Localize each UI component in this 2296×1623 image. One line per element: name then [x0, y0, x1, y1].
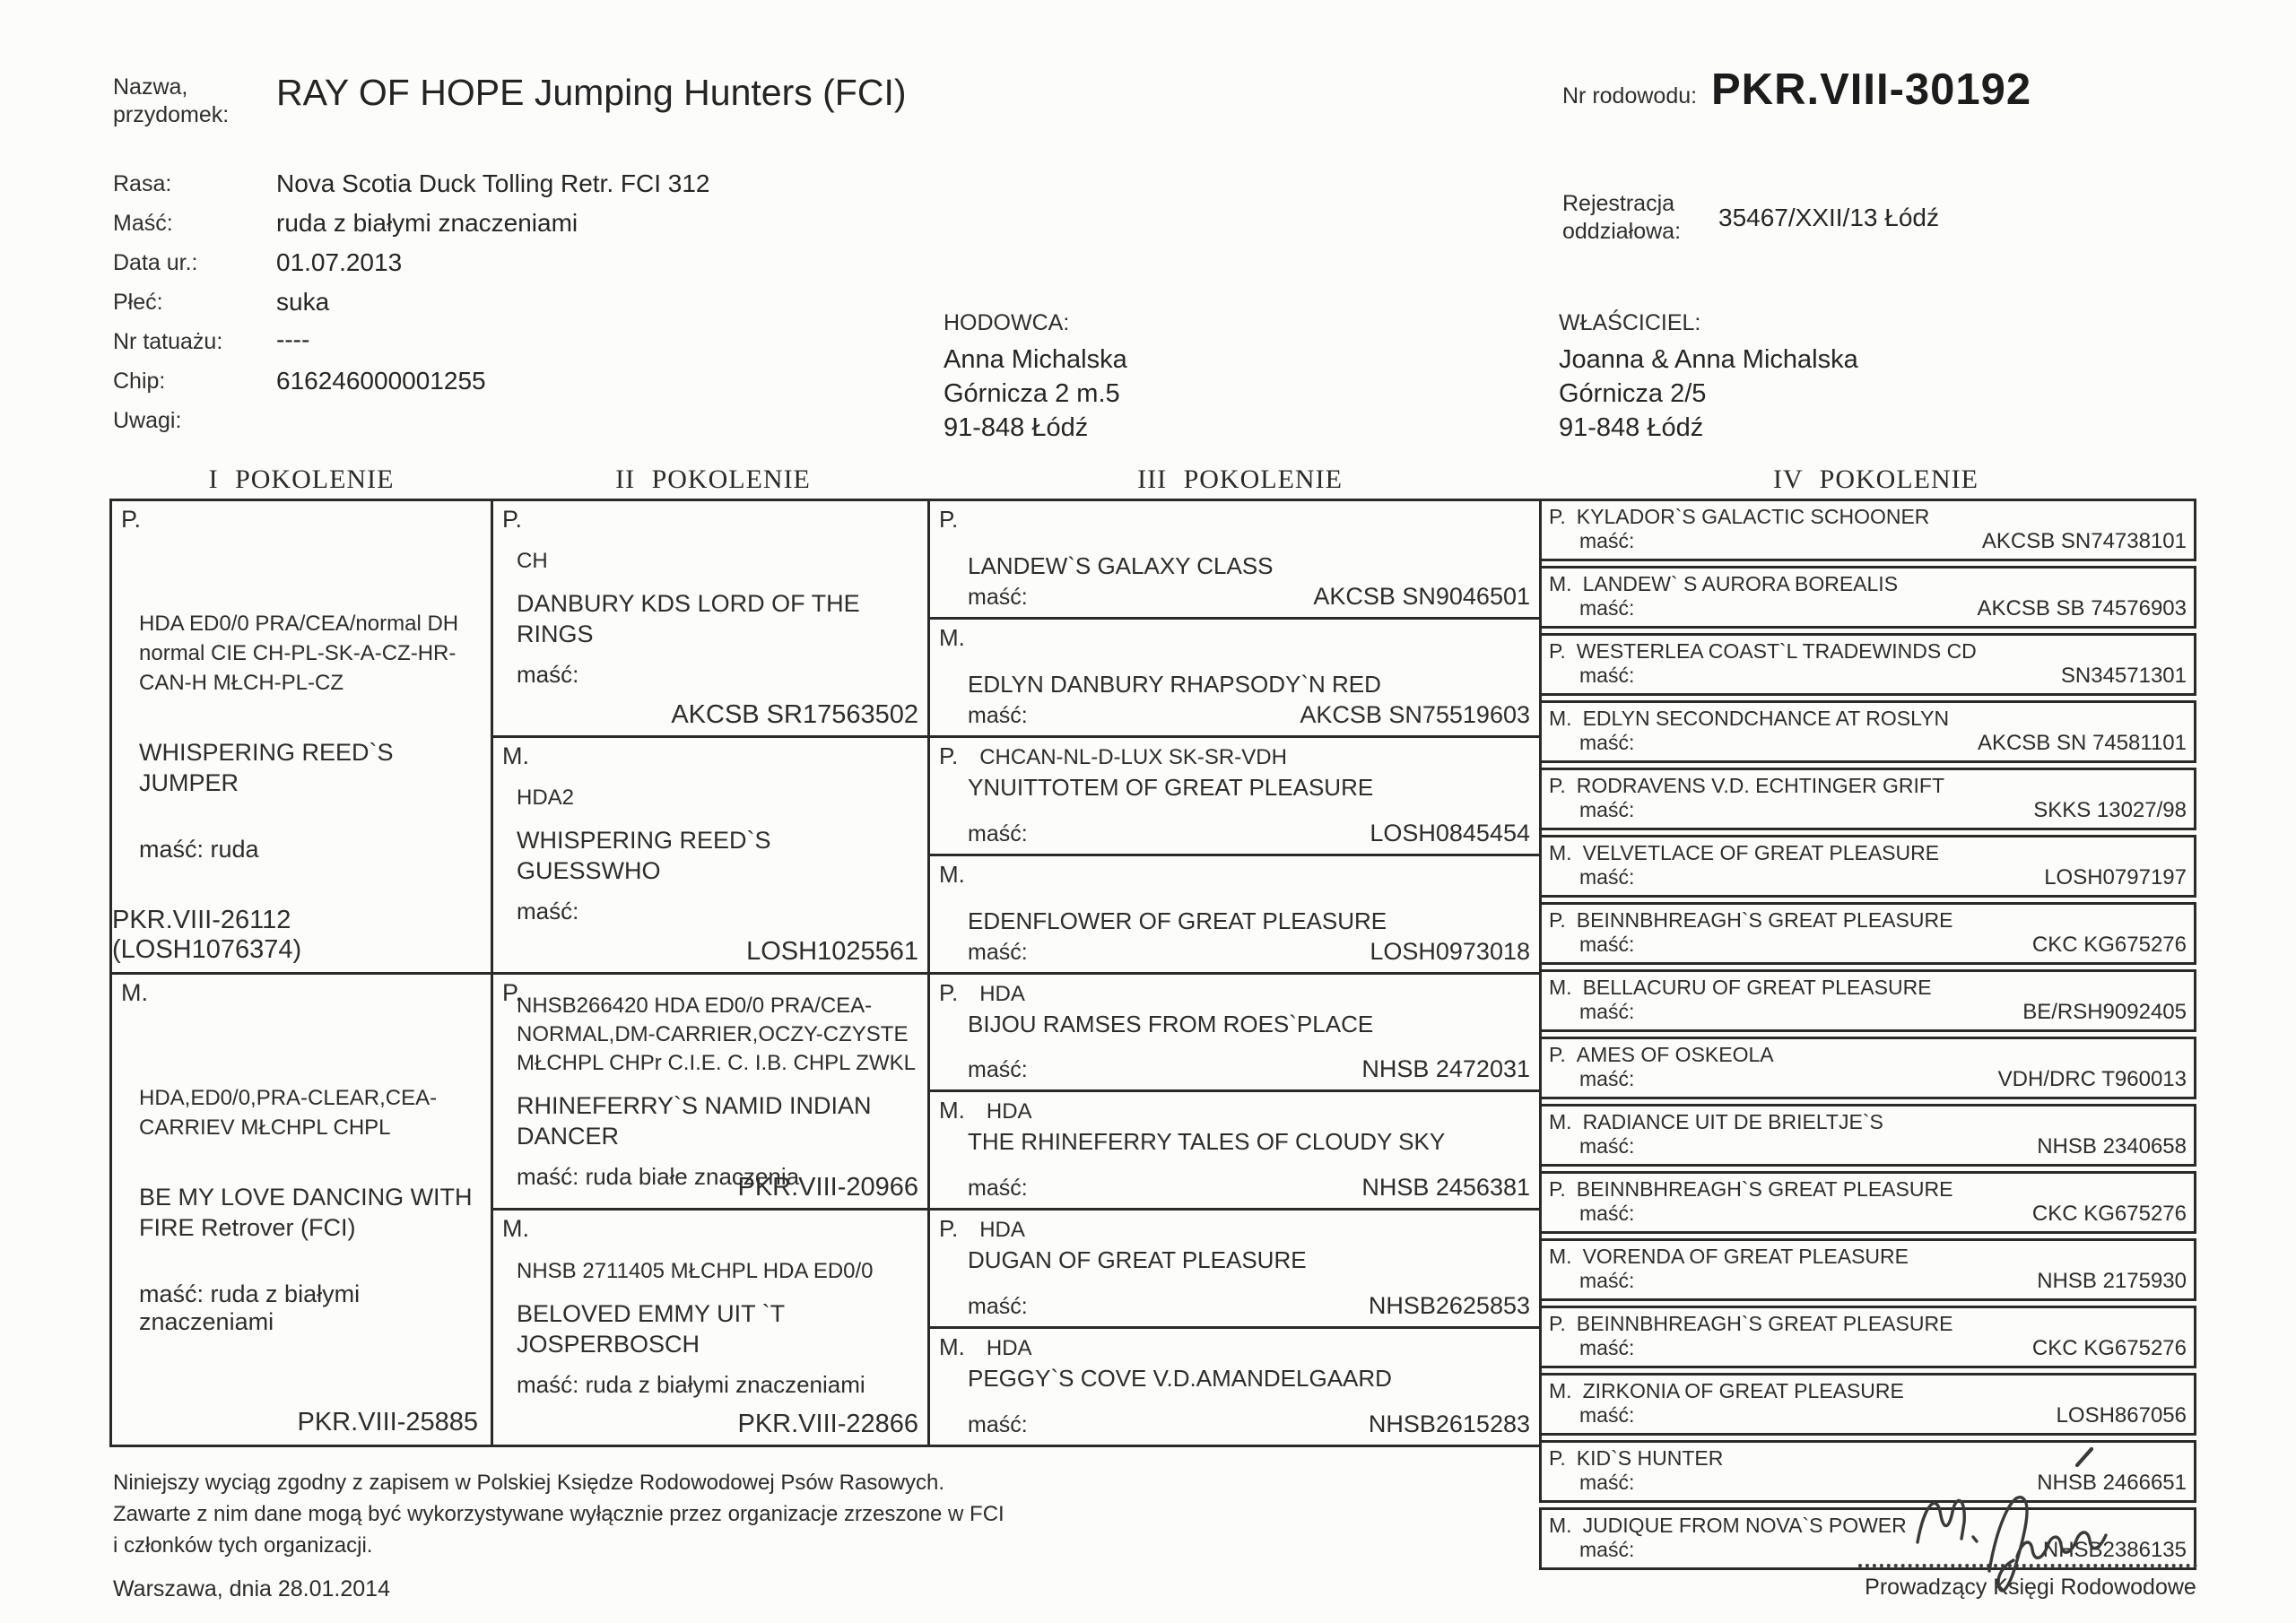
- cell-top-row: [1549, 1177, 2187, 1202]
- dog-name: YNUITTOTEM OF GREAT PLEASURE: [968, 773, 1374, 801]
- titles-health: NHSB 2711405 MŁCHPL HDA ED0/0: [517, 1258, 874, 1283]
- generation-header-3: III POKOLENIE: [1137, 464, 1343, 494]
- registration-number: NHSB2625853: [1368, 1292, 1530, 1320]
- cell-top-row: [939, 1097, 1530, 1124]
- registration-number: CKC KG675276: [2031, 1336, 2187, 1360]
- titles-health: HDA2: [517, 785, 575, 811]
- cell-bottom-row: [1549, 933, 2187, 958]
- registration-number: BE/RSH9092405: [2022, 1000, 2187, 1024]
- dog-name: EDLYN DANBURY RHAPSODY`N RED: [968, 670, 1381, 698]
- coat-label: maść:: [968, 1412, 1028, 1437]
- cell-top-row: [1549, 774, 2187, 798]
- cell-top-row: [1549, 639, 2187, 664]
- coat-label: maść:: [1579, 529, 1635, 552]
- data-ur-value: 01.07.2013: [276, 248, 403, 276]
- rasa-value: Nova Scotia Duck Tolling Retr. FCI 312: [276, 169, 710, 197]
- dog-name: LANDEW`S GALAXY CLASS: [968, 552, 1274, 579]
- owner-line: Górnicza 2/5: [1559, 379, 1707, 408]
- masc-label: Maść:: [113, 211, 173, 236]
- dog-name: BE MY LOVE DANCING WITH FIRE Retrover (FCI): [139, 1183, 473, 1241]
- parent-prefix: P.: [502, 978, 523, 1006]
- cell-top-row: [1549, 1110, 2187, 1134]
- registration-number: PKR.VIII-26112 (LOSH1076374): [112, 905, 302, 964]
- pedigree-cell: [1539, 835, 2196, 898]
- cell-top-row: [939, 506, 1530, 534]
- registration-number: PKR.VIII-20966: [737, 1173, 918, 1202]
- parent-prefix: P.: [1549, 505, 1566, 528]
- dog-title: RAY OF HOPE Jumping Hunters (FCI): [276, 72, 907, 113]
- cell-top-row: [939, 742, 1530, 770]
- pedigree-cell: [1539, 1238, 2196, 1301]
- registration-number: PKR.VIII-22866: [737, 1410, 918, 1438]
- cell-bottom-row: [1549, 1067, 2187, 1092]
- owner-line: 91-848 Łódź: [1559, 413, 1704, 442]
- pedigree-cell: [1539, 1037, 2196, 1099]
- dog-name: BELLACURU OF GREAT PLEASURE: [1582, 976, 1932, 999]
- pedigree-cell: [1539, 566, 2196, 629]
- registration-number: PKR.VIII-25885: [297, 1408, 478, 1436]
- parent-prefix: M.: [1549, 976, 1572, 999]
- registration-number: CKC KG675276: [2031, 1202, 2187, 1226]
- cell-body: [504, 547, 917, 689]
- parent-prefix: P.: [939, 506, 959, 533]
- dog-name: WHISPERING REED`S JUMPER: [139, 739, 394, 797]
- coat-label: maść:: [968, 1294, 1028, 1320]
- pedigree-col-1: [109, 499, 493, 1447]
- owner-address: [1559, 343, 1858, 445]
- registration-number: LOSH867056: [2056, 1403, 2187, 1428]
- pedigree-cell: [491, 499, 930, 738]
- pedigree-cell: [927, 499, 1542, 620]
- titles-health: HDA: [979, 1218, 1025, 1243]
- cell-bottom-row: [1549, 1269, 2187, 1294]
- dog-name: PEGGY`S COVE V.D.AMANDELGAARD: [968, 1365, 1392, 1393]
- coat-label: maść:: [1579, 798, 1635, 821]
- registration-number: AKCSB SN 74581101: [1977, 731, 2187, 755]
- registration-number: LOSH0797197: [2044, 865, 2187, 890]
- dog-name: KYLADOR`S GALACTIC SCHOONER: [1576, 505, 1930, 528]
- cell-bottom-row: [1549, 731, 2187, 756]
- titles-health: CHCAN-NL-D-LUX SK-SR-VDH: [979, 744, 1287, 769]
- cell-top-row: [1549, 1312, 2187, 1336]
- coat-label: maść:: [1579, 933, 1635, 956]
- dog-name: BIJOU RAMSES FROM ROES`PLACE: [968, 1010, 1374, 1037]
- cell-top-row: [1549, 572, 2187, 596]
- cell-bottom-row: [1549, 529, 2187, 554]
- cell-bottom-row: [1549, 798, 2187, 823]
- generation-headers: [109, 464, 2205, 495]
- cell-bottom-row: [939, 583, 1530, 612]
- pedigree-number: PKR.VIII-30192: [1711, 65, 2032, 114]
- reg-label-line1: Rejestracja: [1562, 191, 1675, 216]
- pedigree-cell: [109, 972, 493, 1448]
- cell-body: [504, 784, 917, 925]
- dog-name: JUDIQUE FROM NOVA`S POWER: [1582, 1514, 1907, 1537]
- dog-name: AMES OF OSKEOLA: [1576, 1043, 1774, 1066]
- masc-value: ruda z białymi znaczeniami: [276, 209, 578, 237]
- dog-name: RODRAVENS V.D. ECHTINGER GRIFT: [1576, 774, 1944, 797]
- generation-header-1: I POKOLENIE: [208, 464, 395, 494]
- coat-label: maść:: [1579, 596, 1635, 620]
- registration-number: NHSB 2466651: [2037, 1471, 2187, 1495]
- dog-name: DUGAN OF GREAT PLEASURE: [968, 1246, 1307, 1274]
- coat-label: maść:: [968, 939, 1028, 965]
- dog-name: BELOVED EMMY UIT `T JOSPERBOSCH: [517, 1299, 785, 1358]
- pedigree-cell: [927, 735, 1542, 856]
- registration-number: LOSH0973018: [1370, 937, 1530, 965]
- owner-line: Joanna & Anna Michalska: [1559, 345, 1858, 374]
- pedigree-cell: [1539, 633, 2196, 696]
- parent-prefix: P.: [1549, 639, 1566, 663]
- dog-name: THE RHINEFERRY TALES OF CLOUDY SKY: [968, 1128, 1446, 1156]
- registration-number: NHSB2615283: [1368, 1410, 1530, 1437]
- titles-health: HDA ED0/0 PRA/CEA/normal DH normal CIE CH-PL-SK-A-CZ-HR-CAN-H MŁCH-PL-CZ: [139, 612, 459, 696]
- signature-icon: [1901, 1436, 2117, 1607]
- parent-prefix: M.: [939, 1097, 965, 1124]
- coat-label: maść:: [1579, 731, 1635, 754]
- dog-name: RHINEFERRY`S NAMID INDIAN DANCER: [517, 1091, 872, 1150]
- parent-prefix: M.: [1549, 1245, 1572, 1268]
- registration-number: AKCSB SN75519603: [1300, 700, 1530, 728]
- pedigree-cell: [1539, 1104, 2196, 1167]
- cell-top-row: [1549, 976, 2187, 1000]
- cell-top-row: [1549, 1043, 2187, 1067]
- pedigree-col-3: [927, 499, 1542, 1447]
- disclaimer-line: i członków tych organizacji.: [113, 1533, 373, 1558]
- cell-bottom-row: [939, 1055, 1530, 1085]
- pedigree-col-2: [491, 499, 930, 1447]
- name-label-line2: przydomek:: [113, 102, 230, 127]
- cell-top-row: [939, 1333, 1530, 1361]
- parent-prefix: P.: [1549, 1446, 1566, 1470]
- parent-prefix: M.: [1549, 707, 1572, 730]
- parent-prefix: P.: [1549, 1177, 1566, 1201]
- uwagi-label: Uwagi:: [113, 408, 182, 433]
- parent-prefix: P.: [502, 506, 523, 533]
- plec-value: suka: [276, 288, 330, 316]
- pedigree-cell: [1539, 969, 2196, 1032]
- registration-number: AKCSB SR17563502: [671, 699, 918, 729]
- coat-label: maść:: [517, 898, 579, 925]
- pedigree-cell: [927, 972, 1542, 1093]
- cell-bottom-row: [1549, 1202, 2187, 1227]
- parent-prefix: M.: [1549, 1514, 1572, 1537]
- dog-name: VELVETLACE OF GREAT PLEASURE: [1582, 841, 1940, 864]
- cell-body: [123, 609, 480, 864]
- pedigree-cell: [927, 1089, 1542, 1211]
- registration-number: LOSH1025561: [746, 936, 918, 966]
- tatuaz-label: Nr tatuażu:: [113, 329, 223, 354]
- pedigree-cell: [1539, 768, 2196, 830]
- coat-label: maść:: [1579, 1067, 1635, 1090]
- cell-top-row: [939, 979, 1530, 1007]
- dog-name: VORENDA OF GREAT PLEASURE: [1582, 1245, 1909, 1268]
- breeder-label: HODOWCA:: [944, 310, 1070, 335]
- dog-name: RADIANCE UIT DE BRIELTJE`S: [1582, 1110, 1883, 1133]
- cell-top-row: [1549, 908, 2187, 933]
- pedigree-col-4: [1539, 499, 2196, 1562]
- dog-name: BEINNBHREAGH`S GREAT PLEASURE: [1576, 1312, 1953, 1335]
- name-label-line1: Nazwa,: [113, 74, 188, 100]
- cell-bottom-row: [1549, 1336, 2187, 1361]
- cell-bottom-row: [1549, 1403, 2187, 1428]
- coat-label: maść:: [1579, 1471, 1635, 1494]
- cell-bottom-row: [939, 1292, 1530, 1322]
- coat-label: maść:: [968, 820, 1028, 846]
- titles-health: CH: [517, 549, 548, 574]
- dog-name: EDLYN SECONDCHANCE AT ROSLYN: [1582, 707, 1950, 730]
- coat-label: maść:: [968, 584, 1028, 610]
- pedigree-cell: [1539, 902, 2196, 965]
- pedigree-no-label: Nr rodowodu:: [1562, 83, 1698, 108]
- cell-bottom-row: [939, 820, 1530, 849]
- dog-name: BEINNBHREAGH`S GREAT PLEASURE: [1576, 908, 1953, 932]
- pedigree-cell: [1539, 499, 2196, 561]
- registration-number: NHSB 2175930: [2037, 1269, 2187, 1293]
- rasa-label: Rasa:: [113, 171, 172, 196]
- cell-bottom-row: [939, 1174, 1530, 1203]
- parent-prefix: P.: [1549, 774, 1566, 797]
- registration-number: NHSB 2456381: [1361, 1174, 1530, 1202]
- cell-top-row: [1549, 707, 2187, 731]
- generation-header-4: IV POKOLENIE: [1773, 464, 1979, 494]
- coat-label: maść:: [517, 661, 579, 689]
- reg-label: [1562, 190, 1681, 246]
- registration-number: NHSB 2340658: [2037, 1134, 2187, 1159]
- cell-top-row: [939, 861, 1530, 889]
- cell-bottom-row: [1549, 865, 2187, 890]
- cell-bottom-row: [939, 1410, 1530, 1440]
- cell-top-row: [939, 624, 1530, 652]
- cell-bottom-row: [1549, 664, 2187, 689]
- cell-body: [123, 1083, 480, 1336]
- titles-health: HDA: [979, 981, 1025, 1006]
- cell-top-row: [1549, 841, 2187, 865]
- disclaimer-line: Niniejszy wyciąg zgodny z zapisem w Polskiej Księdze Rodowodowej Psów Rasowych.: [113, 1471, 945, 1495]
- coat-label: maść:: [1579, 1336, 1635, 1359]
- cell-bottom-row: [1549, 1000, 2187, 1025]
- registration-number: NHSB 2472031: [1361, 1055, 1530, 1083]
- pedigree-cell: [927, 1208, 1542, 1329]
- generation-header-2: II POKOLENIE: [615, 464, 811, 494]
- titles-health: HDA: [986, 1099, 1032, 1124]
- coat-label: maść:: [1579, 1269, 1635, 1292]
- registration-number: AKCSB SB 74576903: [1977, 596, 2187, 621]
- coat-label: maść:: [1579, 1202, 1635, 1225]
- parent-prefix: P.: [939, 1215, 959, 1243]
- parent-prefix: P.: [1549, 908, 1566, 932]
- coat-label: maść: ruda z białymi znaczeniami: [139, 1280, 361, 1335]
- cell-bottom-row: [939, 938, 1530, 968]
- breeder-line: Anna Michalska: [944, 345, 1127, 374]
- cell-body: [504, 1257, 917, 1399]
- parent-prefix: M.: [1549, 572, 1572, 595]
- cell-bottom-row: [939, 701, 1530, 731]
- parent-prefix: P.: [121, 506, 142, 533]
- parent-prefix: M.: [939, 1333, 965, 1361]
- pedigree-cell: [1539, 700, 2196, 763]
- titles-health: HDA: [986, 1336, 1032, 1361]
- registration-number: LOSH0845454: [1370, 819, 1530, 846]
- coat-label: maść: ruda z białymi znaczeniami: [517, 1370, 865, 1398]
- registration-number: CKC KG675276: [2031, 933, 2187, 957]
- registration-number: AKCSB SN9046501: [1313, 582, 1530, 610]
- coat-label: maść:: [1579, 1134, 1635, 1158]
- dog-name: LANDEW` S AURORA BOREALIS: [1582, 572, 1899, 595]
- chip-value: 616246000001255: [276, 367, 486, 395]
- dog-name: EDENFLOWER OF GREAT PLEASURE: [968, 907, 1387, 934]
- coat-label: maść:: [968, 1176, 1028, 1202]
- parent-prefix: M.: [1549, 1379, 1572, 1402]
- dog-name: KID`S HUNTER: [1576, 1446, 1724, 1470]
- cell-bottom-row: [1549, 596, 2187, 621]
- parent-prefix: M.: [1549, 1110, 1572, 1133]
- cell-top-row: [1549, 1379, 2187, 1403]
- titles-health: NHSB266420 HDA ED0/0 PRA/CEA-NORMAL,DM-CARRIER,OCZY-CZYSTE MŁCHPL CHPr C.I.E. C. I.B. CHPL ZWKL: [517, 993, 916, 1075]
- breeder-line: Górnicza 2 m.5: [944, 379, 1120, 408]
- dog-name: BEINNBHREAGH`S GREAT PLEASURE: [1576, 1177, 1953, 1201]
- cell-top-row: [939, 1215, 1530, 1243]
- pedigree-cell: [1539, 1171, 2196, 1234]
- dog-name: WESTERLEA COAST`L TRADEWINDS CD: [1576, 639, 1977, 663]
- coat-label: maść:: [1579, 1403, 1635, 1427]
- date-line: Warszawa, dnia 28.01.2014: [113, 1576, 390, 1601]
- breeder-line: 91-848 Łódź: [944, 413, 1089, 442]
- chip-label: Chip:: [113, 369, 166, 394]
- cell-bottom-row: [1549, 1134, 2187, 1159]
- disclaimer: [113, 1467, 1004, 1561]
- dog-name: DANBURY KDS LORD OF THE RINGS: [517, 590, 860, 648]
- pedigree-cell: [491, 735, 930, 975]
- parent-prefix: M.: [502, 742, 529, 769]
- disclaimer-line: Zawarte z nim dane mogą być wykorzystywane wyłącznie przez organizacje zrzeszone w FCI: [113, 1502, 1004, 1526]
- coat-label: maść:: [1579, 865, 1635, 889]
- parent-prefix: M.: [121, 978, 148, 1006]
- tatuaz-value: ----: [276, 325, 310, 353]
- registration-number: NHSB2386135: [2042, 1538, 2187, 1562]
- cell-top-row: [1549, 1245, 2187, 1269]
- reg-value: 35467/XXII/13 Łódź: [1718, 204, 1939, 231]
- pedigree-cell: [1539, 1306, 2196, 1368]
- registration-number: SKKS 13027/98: [2033, 798, 2187, 822]
- parent-prefix: P.: [939, 978, 959, 1006]
- parent-prefix: P.: [939, 742, 959, 769]
- data-ur-label: Data ur.:: [113, 250, 198, 275]
- coat-label: maść:: [1579, 1538, 1635, 1561]
- registration-number: SN34571301: [2060, 664, 2187, 688]
- registration-number: AKCSB SN74738101: [1981, 529, 2187, 553]
- parent-prefix: P.: [1549, 1312, 1566, 1335]
- owner-label: WŁAŚCICIEL:: [1559, 310, 1701, 335]
- parent-prefix: P.: [1549, 1043, 1566, 1066]
- coat-label: maść:: [1579, 1000, 1635, 1023]
- dog-name: ZIRKONIA OF GREAT PLEASURE: [1582, 1379, 1904, 1402]
- pedigree-cell: [927, 854, 1542, 975]
- pedigree-cell: [927, 1326, 1542, 1447]
- coat-label: maść:: [1579, 664, 1635, 687]
- pedigree-cell: [491, 972, 930, 1211]
- parent-prefix: M.: [939, 860, 965, 888]
- dog-name: WHISPERING REED`S GUESSWHO: [517, 827, 771, 885]
- cell-body: [504, 992, 917, 1191]
- pedigree-cell: [1539, 1373, 2196, 1436]
- name-label: [113, 74, 229, 129]
- coat-label: maść:: [968, 1057, 1028, 1083]
- pedigree-cell: [927, 617, 1542, 738]
- breeder-address: [944, 343, 1127, 445]
- parent-prefix: M.: [939, 623, 965, 651]
- titles-health: HDA,ED0/0,PRA-CLEAR,CEA-CARRIEV MŁCHPL CHPL: [139, 1085, 438, 1140]
- plec-label: Płeć:: [113, 290, 163, 315]
- parent-prefix: M.: [502, 1215, 529, 1243]
- pedigree-cell: [491, 1208, 930, 1447]
- coat-label: maść: ruda: [139, 836, 259, 864]
- parent-prefix: M.: [1549, 841, 1572, 864]
- pedigree-cell: [109, 499, 493, 975]
- reg-label-line2: oddziałowa:: [1562, 219, 1682, 244]
- registration-number: VDH/DRC T960013: [1997, 1067, 2187, 1091]
- signature-caption: Prowadzący Księgi Rodowodowe: [1865, 1575, 2196, 1600]
- cell-top-row: [1549, 505, 2187, 529]
- coat-label: maść: ruda białe znaczenia: [517, 1162, 800, 1190]
- coat-label: maść:: [968, 702, 1028, 728]
